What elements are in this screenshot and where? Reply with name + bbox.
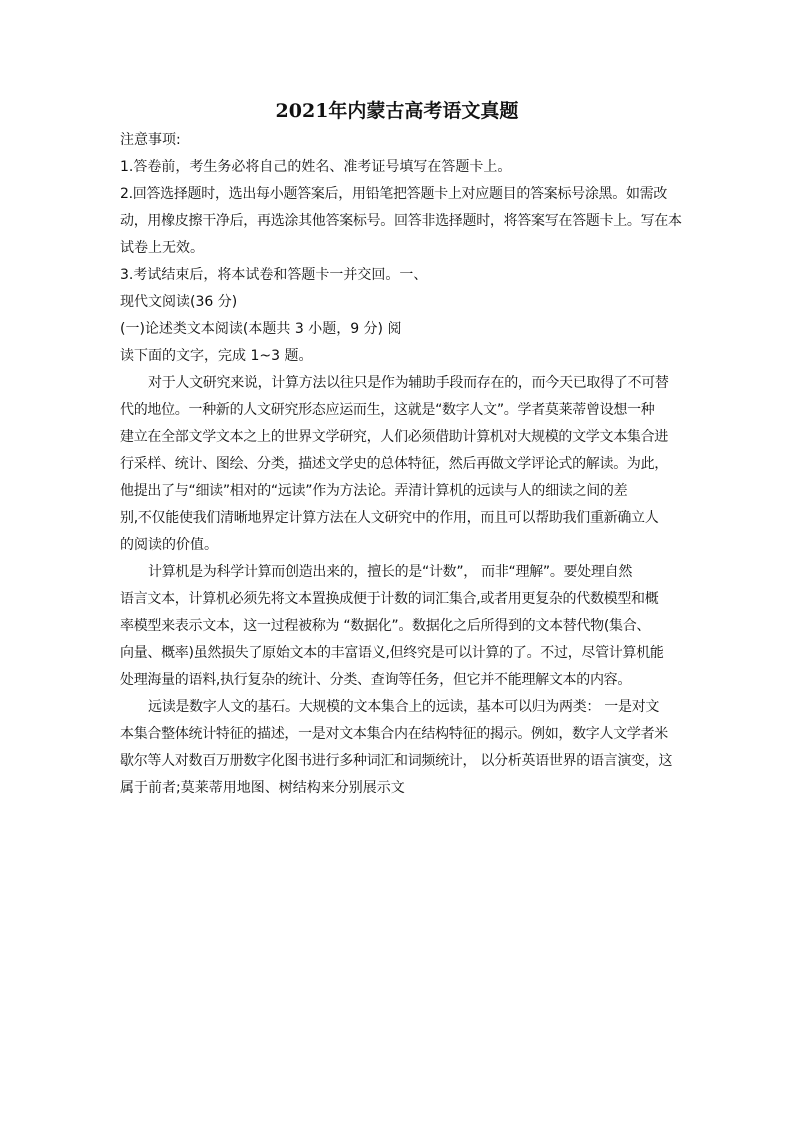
paragraph-2-line-3: 率模型来表示文本，这一过程被称为 “数据化”。数据化之后所得到的文本替代物(集合、 [120,618,651,634]
notice-item-2-line-2: 动，用橡皮擦干净后，再选涂其他答案标号。回答非选择题时，将答案写在答题卡上。写在本 [120,213,682,229]
paragraph-1-line-5: 他提出了与“细读”相对的“远读”作为方法论。弄清计算机的远读与人的细读之间的差 [120,483,628,499]
paragraph-3-line-4: 属于前者;莫莱蒂用地图、树结构来分别展示文 [120,780,405,796]
paragraph-3-line-3: 歇尔等人对数百万册数字化图书进行多种词汇和词频统计， 以分析英语世界的语言演变，这 [120,753,673,769]
paragraph-1-line-7: 的阅读的价值。 [120,537,218,553]
paragraph-1-line-6: 别,不仅能使我们清晰地界定计算方法在人文研究中的作用，而且可以帮助我们重新确立人 [120,510,659,526]
notice-item-1: 1.答卷前，考生务必将自己的姓名、准考证号填写在答题卡上。 [120,159,512,175]
subsection-heading: (一)论述类文本阅读(本题共 3 小题，9 分) 阅 [120,321,402,337]
paragraph-3-line-1: 远读是数字人文的基石。大规模的文本集合上的远读，基本可以归为两类： 一是对文 [148,699,660,715]
reading-instruction: 读下面的文字，完成 1~3 题。 [120,348,313,364]
notice-item-2-line-3: 试卷上无效。 [120,240,204,256]
paragraph-1-line-3: 建立在全部文学文本之上的世界文学研究，人们必须借助计算机对大规模的文学文本集合进 [120,429,668,445]
notice-item-3: 3.考试结束后，将本试卷和答题卡一并交回。一、 [120,267,428,283]
paragraph-1-line-2: 代的地位。一种新的人文研究形态应运而生，这就是“数字人文”。学者莫莱蒂曾设想一种 [120,402,655,418]
paragraph-2-line-5: 处理海量的语料,执行复杂的统计、分类、查询等任务，但它并不能理解文本的内容。 [120,672,632,688]
paragraph-1-line-1: 对于人文研究来说，计算方法以往只是作为辅助手段而存在的，而今天已取得了不可替 [148,375,669,391]
paragraph-1-line-4: 行采样、统计、图绘、分类，描述文学史的总体特征，然后再做文学评论式的解读。为此， [120,456,668,472]
notice-item-2-line-1: 2.回答选择题时，选出每小题答案后，用铅笔把答题卡上对应题目的答案标号涂黑。如需改 [120,186,668,202]
document-body [120,127,680,802]
paragraph-2-line-2: 语言文本，计算机必须先将文本置换成便于计数的词汇集合,或者用更复杂的代数模型和概 [120,591,659,607]
section-heading: 现代文阅读(36 分) [120,294,238,310]
document-title: 2021年内蒙古高考语文真题 [275,100,519,122]
paragraph-2-line-1: 计算机是为科学计算而创造出来的，擅长的是“计数”， 而非“理解”。要处理自然 [148,564,633,580]
notice-heading: 注意事项: [120,132,181,148]
paragraph-3-line-2: 本集合整体统计特征的描述，一是对文本集合内在结构特征的揭示。例如，数字人文学者米 [120,726,668,742]
paragraph-2-line-4: 向量、概率)虽然损失了原始文本的丰富语义,但终究是可以计算的了。不过，尽管计算机能 [120,645,664,661]
